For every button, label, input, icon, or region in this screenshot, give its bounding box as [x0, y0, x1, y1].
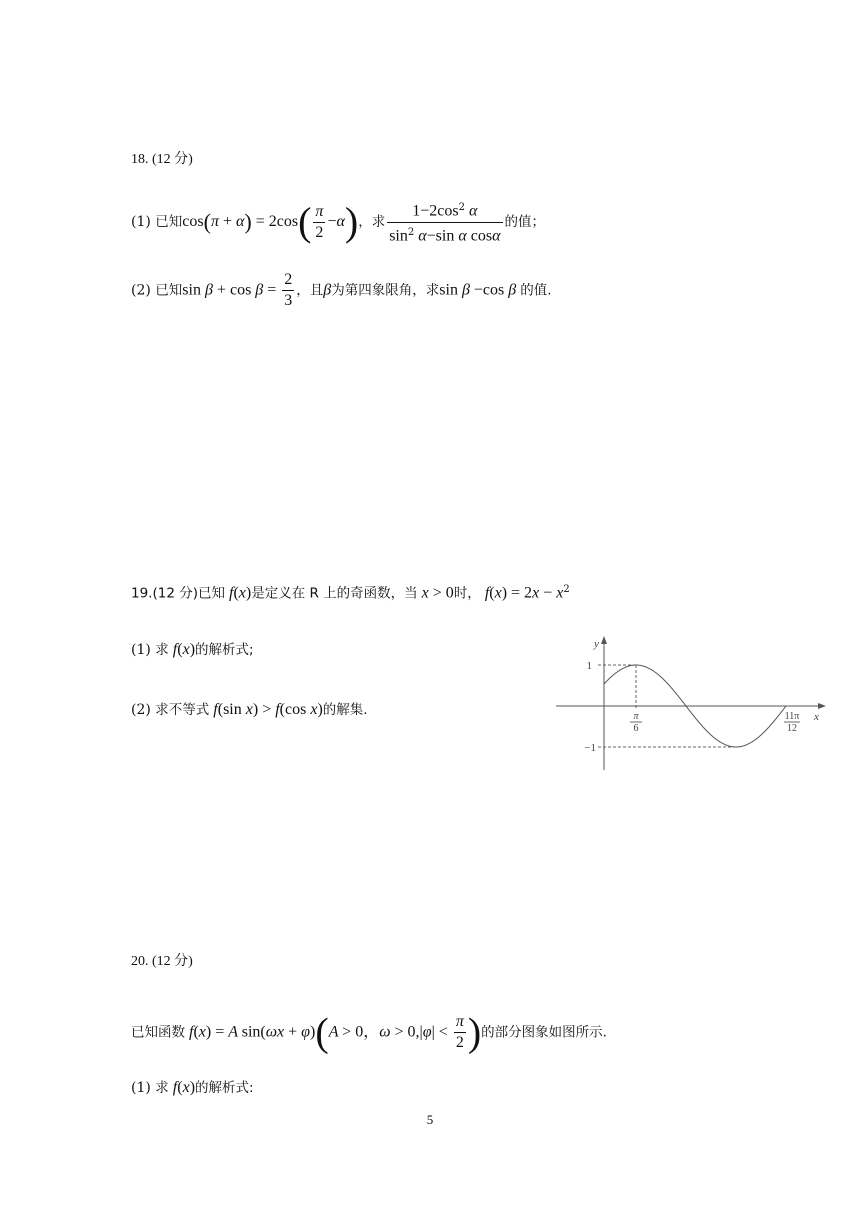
x-axis-label: x	[814, 711, 819, 723]
q19-part2: (2) 求不等式 f(sin x) > f(cos x)的解集.	[131, 701, 368, 718]
x-tick-pi6-den: 6	[633, 723, 639, 734]
y-tick-neg1: −1	[584, 742, 596, 754]
q20-part1: (1) 求 f(x)的解析式:	[131, 1079, 254, 1096]
y-axis-label: y	[594, 638, 599, 650]
q18-part2: (2) 已知sin β + cos β = $\frac{2}{3}$ ，且β为第四象限角，求sin β −cos β 的值.	[131, 271, 552, 309]
q18-header: 18. (12 分)	[131, 152, 193, 167]
x-tick-11pi12-num: 11π	[784, 711, 800, 722]
q19-part1: (1) 求 f(x)的解析式;	[131, 641, 254, 658]
q19-header: 19.(12 分)已知 f(x)是定义在 R 上的奇函数，当 x > 0时， $f(x) = 2x - x^2$	[131, 584, 570, 602]
q20-header: 20. (12 分)	[131, 954, 193, 969]
y-axis-arrow	[601, 636, 607, 644]
y-tick-1: 1	[586, 660, 592, 672]
x-tick-pi6-num: π	[633, 711, 639, 722]
x-tick-11pi12-den: 12	[787, 723, 797, 734]
sine-graph	[556, 632, 832, 774]
q20-statement: 已知函数 f(x) = A sin(ωx + φ)(A > 0，ω > 0,|φ| < $\frac{\pi}{2}$ )的部分图象如图所示.	[131, 1009, 607, 1055]
x-axis-arrow	[818, 703, 826, 709]
page-number: 5	[426, 1112, 434, 1127]
q18-part1: (1) 已知cos(π + α) = 2cos( $\frac{\pi}{2}$ −α)，求 $\frac{1-2\cos^2 \alpha}{\sin^2 \alpha-\sin \alpha \cos\alpha}$ 的值；	[131, 199, 545, 245]
